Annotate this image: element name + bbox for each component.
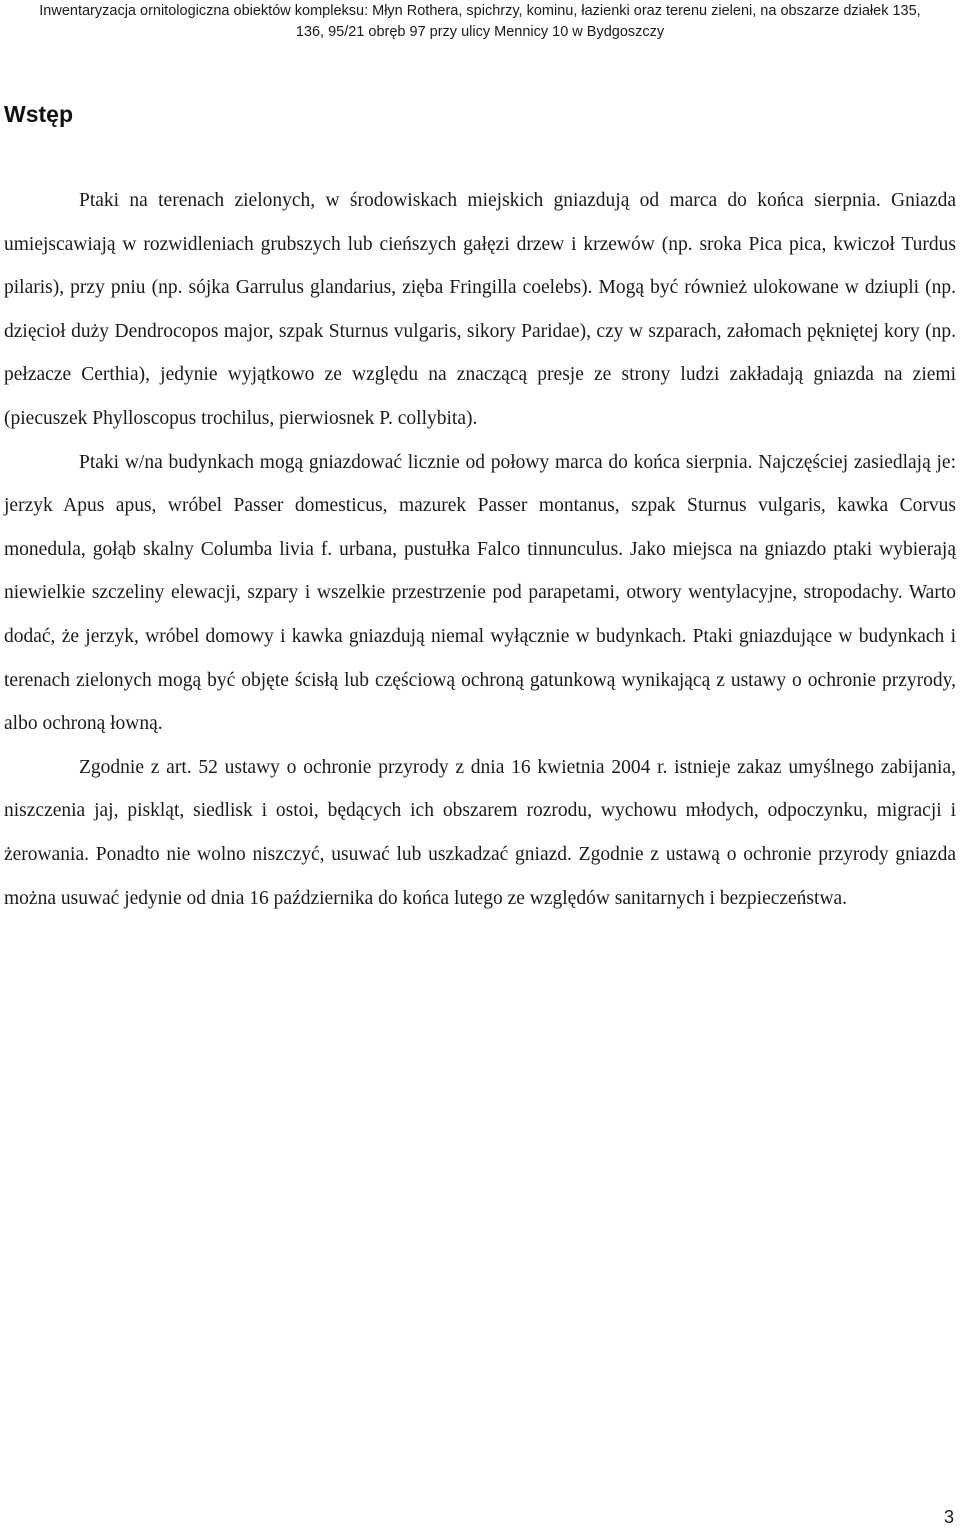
paragraph-legal-protection: Zgodnie z art. 52 ustawy o ochronie przyrody z dnia 16 kwietnia 2004 r. istnieje zakaz umyślnego zabijania, niszczenia jaj, piskląt, siedlisk i ostoi, będących ich obszarem rozrodu, wychowu młodych, odpoczynku, migracji i żerowania. Ponadto nie wolno niszczyć, usuwać lub uszkadzać gniazd. Zgodnie z ustawą o ochronie przyrody gniazda można usuwać jedynie od dnia 16 października do końca lutego ze względów sanitarnych i bezpieczeństwa.: [4, 756, 956, 909]
page-number: 3: [943, 1507, 954, 1527]
running-header: [0, 0, 960, 43]
section-heading: Wstęp: [4, 101, 73, 127]
running-header-line-1: Inwentaryzacja ornitologiczna obiektów kompleksu: Młyn Rothera, spichrzy, kominu, łazienki oraz terenu zieleni, na obszarze działek 135,: [39, 3, 921, 19]
paragraph-birds-on-buildings: Ptaki w/na budynkach mogą gniazdować licznie od połowy marca do końca sierpnia. Najczęściej zasiedlają je: jerzyk Apus apus, wróbel Passer domesticus, mazurek Passer montanus, szpak Sturnus vulgaris, kawka Corvus monedula, gołąb skalny Columba livia f. urbana, pustułka Falco tinnunculus. Jako miejsca na gniazdo ptaki wybierają niewielkie szczeliny elewacji, szpary i wszelkie przestrzenie pod parapetami, otwory wentylacyjne, stropodachy. Warto dodać, że jerzyk, wróbel domowy i kawka gniazdują niemal wyłącznie w budynkach. Ptaki gniazdujące w budynkach i terenach zielonych mogą być objęte ścisłą lub częściową ochroną gatunkową wynikającą z ustawy o ochronie przyrody, albo ochroną łowną.: [4, 451, 956, 735]
running-header-line-2: 136, 95/21 obręb 97 przy ulicy Mennicy 10 w Bydgoszczy: [295, 24, 665, 40]
paragraph-nesting-habitats: Ptaki na terenach zielonych, w środowiskach miejskich gniazdują od marca do końca sierpnia. Gniazda umiejscawiają w rozwidleniach grubszych lub cieńszych gałęzi drzew i krzewów (np. sroka Pica pica, kwiczoł Turdus pilaris), przy pniu (np. sójka Garrulus glandarius, zięba Fringilla coelebs). Mogą być również ulokowane w dziupli (np. dzięcioł duży Dendrocopos major, szpak Sturnus vulgaris, sikory Paridae), czy w szparach, załomach pękniętej kory (np. pełzacze Certhia), jedynie wyjątkowo ze względu na znaczącą presje ze strony ludzi zakładają gniazda na ziemi (piecuszek Phylloscopus trochilus, pierwiosnek P. collybita).: [4, 190, 956, 429]
body-text: [4, 179, 956, 920]
